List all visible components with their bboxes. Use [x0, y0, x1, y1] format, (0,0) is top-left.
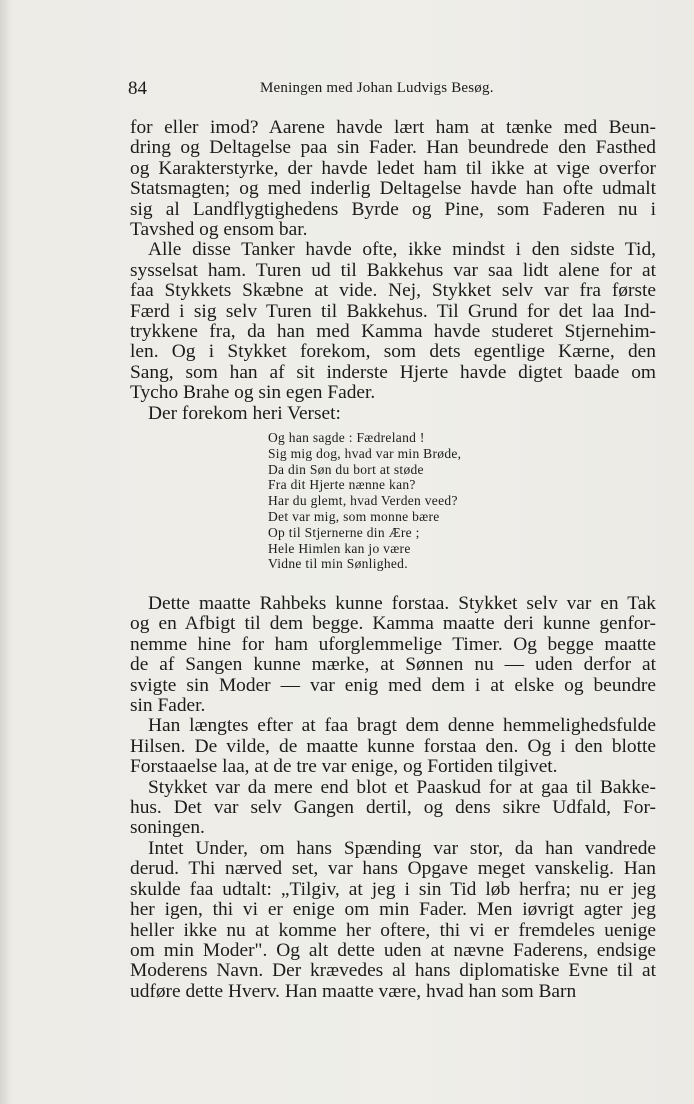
verse-line: Og han sagde : Fædreland !	[268, 430, 425, 445]
text-line: Dette maatte Rahbeks kunne forstaa. Stykket selv var en Tak	[148, 594, 656, 614]
text-line: her igen, thi vi er enige om min Fader. Men iøvrigt agter jeg	[130, 900, 656, 921]
text-line: sig al Landflygtighedens Byrde og Pine, som Faderen nu i	[130, 199, 656, 220]
paragraph	[130, 404, 656, 424]
text-line: Færd i sig selv Turen til Bakkehus. Til Grund for det laa Ind-	[130, 301, 656, 322]
verse-line: Op til Stjernerne din Ære ;	[268, 524, 420, 540]
text-line: udføre dette Hverv. Han maatte være, hvad han som Barn	[130, 981, 577, 1002]
text-line: hus. Det var selv Gangen dertil, og dens sikre Udfald, For-	[130, 798, 656, 819]
text-line: sin Fader.	[130, 696, 206, 717]
text-line: Han længtes efter at faa bragt dem denne hemmelighedsfulde	[148, 716, 656, 737]
text-line: Alle disse Tanker havde ofte, ikke mindst i den sidste Tid,	[148, 240, 656, 261]
text-line: og en Afbigt til dem begge. Kamma maatte deri kunne genfor-	[130, 614, 656, 635]
verse-line: Det var mig, som monne bære	[268, 508, 440, 524]
page-number: 84	[128, 78, 147, 99]
page-header	[128, 76, 656, 102]
verse-line: Har du glemt, hvad Verden veed?	[268, 493, 458, 509]
text-line: om min Moder". Og alt dette uden at nævne Faderens, endsige	[130, 940, 656, 961]
text-line: Tavshed og ensom bar.	[130, 220, 308, 241]
text-line: Statsmagten; og med inderlig Deltagelse havde han ofte udmalt	[130, 179, 656, 200]
text-line: dring og Deltagelse paa sin Fader. Han beundrede den Fasthed	[130, 138, 656, 159]
text-line: de af Sangen kunne mærke, at Sønnen nu — uden derfor at	[130, 655, 656, 676]
page-gutter-shadow	[0, 0, 10, 1104]
paragraph	[130, 118, 656, 240]
text-line: derud. Thi nærved set, var hans Opgave meget vanskelig. Han	[130, 859, 656, 880]
text-line: sysselsat ham. Turen ud til Bakkehus var saa lidt alene for at	[130, 260, 656, 281]
verse-line: Hele Himlen kan jo være	[268, 540, 411, 556]
text-line: Hilsen. De vilde, de maatte kunne forstaa den. Og i den blotte	[130, 736, 656, 757]
text-line: Moderens Navn. Der krævedes al hans diplomatiske Evne til at	[130, 961, 656, 982]
paragraph	[130, 839, 656, 1002]
verse-line: Da din Søn du bort at støde	[268, 461, 424, 477]
paragraph	[130, 240, 656, 403]
verse-block	[268, 430, 461, 572]
text-line: Sang, som han af sit inderste Hjerte havde digtet baade om	[130, 362, 656, 383]
text-line: len. Og i Stykket forekom, som dets egentlige Kærne, den	[130, 342, 656, 363]
verse-line: Sig mig dog, hvad var min Brøde,	[268, 445, 462, 461]
text-line: Forstaaelse laa, at de tre var enige, og Fortiden tilgivet.	[130, 757, 558, 778]
verse-line: Vidne til min Sønlighed.	[268, 556, 408, 572]
text-line: soningen.	[130, 818, 205, 839]
text-line: heller ikke nu at komme her oftere, thi vi er fremdeles uenige	[130, 920, 656, 941]
paragraph	[130, 594, 656, 716]
text-line: for eller imod? Aarene havde lært ham at tænke med Beun-	[130, 118, 656, 138]
body-text-bottom	[130, 594, 656, 1002]
body-text-top	[130, 118, 656, 424]
text-line: nemme hine for ham uforglemmelige Timer. Og begge maatte	[130, 634, 656, 655]
paragraph	[130, 716, 656, 777]
text-line: Tycho Brahe og sin egen Fader.	[130, 383, 376, 404]
text-line: Intet Under, om hans Spænding var stor, da han vandrede	[148, 838, 656, 859]
text-line: Stykket var da mere end blot et Paaskud for at gaa til Bakke-	[148, 777, 656, 798]
text-line: og Karakterstyrke, der havde ledet ham til ikke at vige overfor	[130, 158, 656, 179]
paragraph	[130, 778, 656, 839]
running-title: Meningen med Johan Ludvigs Besøg.	[260, 80, 494, 96]
text-line: svigte sin Moder — var enig med dem i at elske og beundre	[130, 675, 656, 696]
text-line: Der forekom heri Verset:	[148, 403, 341, 424]
text-line: skulde faa udtalt: „Tilgiv, at jeg i sin Tid løb herfra; nu er jeg	[130, 879, 656, 900]
text-line: trykkene fra, da han med Kamma havde studeret Stjernehim-	[130, 322, 656, 343]
text-line: faa Stykkets Skæbne at vide. Nej, Stykket selv var fra første	[130, 281, 656, 302]
verse-line: Fra dit Hjerte nænne kan?	[268, 477, 416, 493]
